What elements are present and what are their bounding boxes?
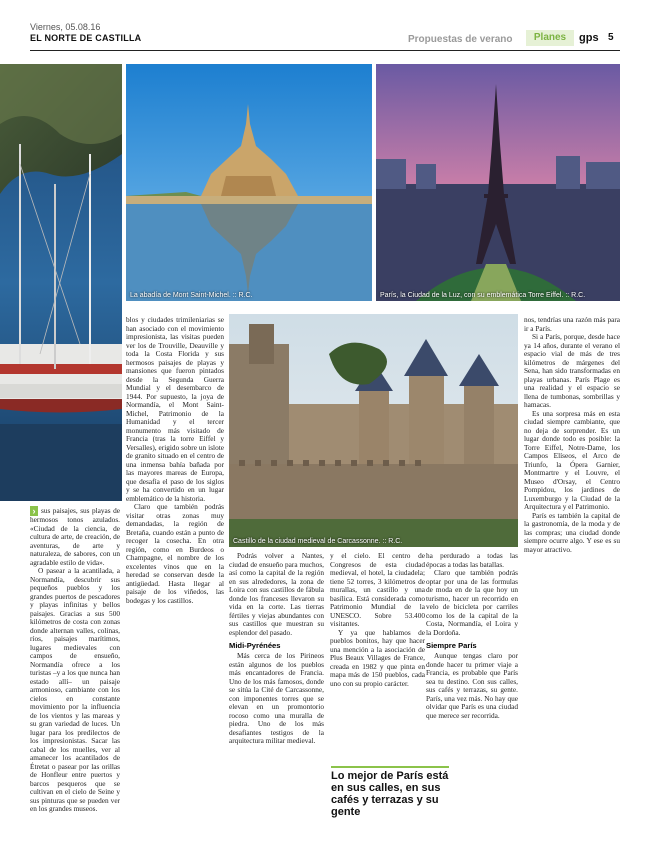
category-tag: Planes	[526, 30, 574, 46]
harbor-illustration	[0, 64, 122, 501]
article-column-2	[126, 316, 224, 846]
subheading-siempre-paris: Siempre París	[426, 641, 477, 650]
article-paragraph: Claro que también podrás visitar otras zonas muy demandadas, la región de Bretaña, cuando están a punto de recoger la cosecha. En otra región, como en Burdeos o Champagne, el nombre de los excelentes vinos que en la heredad se conservan desde la antigüedad. Hasta llegar al paisaje de los viñedos, las bodegas y los castillos.	[126, 502, 224, 605]
mont-caption: La abadía de Mont Saint-Michel. :: R.C.	[130, 292, 253, 299]
section-title: Propuestas de verano	[408, 34, 513, 45]
article-paragraph: nos, tendrías una razón más para ir a París.	[524, 316, 620, 333]
article-column-1	[30, 506, 120, 846]
pullquote: Lo mejor de París está en sus calles, en sus cafés y terrazas y su gente	[331, 770, 449, 818]
paris-illustration	[376, 64, 620, 301]
subheading-midi-pyrenees: Midi-Pyrénées	[229, 641, 281, 650]
page-header	[0, 0, 650, 56]
paris-caption: París, la Ciudad de la Luz, con su emblemática Torre Eiffel. :: R.C.	[380, 292, 586, 299]
article-paragraph: y el cielo. El centro de Congresos de esta ciudad medieval, el hotel, la ciudadela; tiene 52 torres, 3 kilómetros de murallas, un castillo y una basílica. Está considerada como Patrimonio Mundial de la UNESCO. Sobre 53.400 visitantes.	[330, 552, 425, 628]
issue-date: Viernes, 05.08.16	[30, 22, 101, 32]
article-paragraph: Más cerca de los Pirineos están algunos de los pueblos más encantadores de Francia. Uno de los más famosos, donde se sitúa la Cité de Carcassonne, con imponentes torres que se elevan en un promontorio rocoso como una muralla de piedra. Uno de los más desafiantes testigos de la arquitectura militar medieval.	[229, 651, 324, 745]
mont-saint-michel-illustration	[126, 64, 372, 301]
article-paragraph: Es una sorpresa más en esta ciudad siempre cambiante, que no deja de sorprender. Es un lugar donde todo es posible: la Torre Eiffel, Notre-Dame, los Campos Elíseos, el Arco de Triunfo, la Ópera Garnier, Montmartre y el Louvre, el Museo d'Orsay, el Centro Pompidou, los jardines de Luxemburgo y la Ciudad de la Arquitectura y el Patrimonio.	[524, 408, 620, 511]
article-paragraph: blos y ciudades trimileniarias se han asociado con el movimiento impresionista, las visitas pueden ver los de Trouville, Deauville y toda la Costa Florida y sus hermosos paisajes de playas y mansiones que fueron pintados desde la Segunda Guerra Mundial y el desembarco de 1944. Por supuesto, la joya de Normandía, el Mont Saint-Michel, Patrimonio de la Humanidad y el tercer monumento más visitado de Francia (tras la torre Eiffel y Versalles), erigido sobre un islote de granito situado en el centro de una inmensa bahía bañada por las mayores mareas de Europa, que desafía el paso de los siglos y se ha convertido en un lugar emblemático de la historia.	[126, 316, 224, 503]
article-paragraph: Y ya que hablamos de pueblos bonitos, hay que hacer una mención a la asociación de Plus Beaux Villages de France, creada en 1982 y que pinta en mapa más de 150 pueblos, cada uno con su propio carácter.	[330, 627, 425, 688]
carcassonne-caption: Castillo de la ciudad medieval de Carcassonne. :: R.C.	[233, 538, 403, 545]
mont-saint-michel-photo	[126, 64, 372, 301]
paris-eiffel-photo	[376, 64, 620, 301]
article-paragraph: París es también la capital de la gastronomía, de la moda y de las compras; una ciudad donde siempre ocurre algo. Y ese es su mayor atractivo.	[524, 510, 620, 554]
article-paragraph: Podrás volver a Nantes, ciudad de ensueño para muchos, así como la capital de la región en sus alrededores, la zona de Loira con sus castillos de fábula donde los franceses llevaron su vida en la corte. Las tierras fértiles y viejas abundantes con sus castillos que muestran su esplendor del pasado.	[229, 552, 324, 637]
article-paragraph: Si a París, porque, desde hace ya 14 años, durante el verano el espacio vial de más de tres kilómetros de márgenes del Sena, han sido transformadas en playas urbanas. París Plage es una realidad y el espacio se llena de tumbonas, sombrillas y hamacas.	[524, 332, 620, 409]
article-paragraph: Claro que también podrás optar por una de las formulas de moda en de la que hoy un turismo, hacer un recorrido en velo de bicicleta por carriles como los de la capital de la Costa, Normandía, el Loira y la Dordoña.	[426, 568, 518, 637]
article-lead: sus paisajes, sus playas de hermosos tonos azulados. «Ciudad de la ciencia, de cultura de arte, de creación, de aventuras, de arte y naturaleza, de sabores, con un agradable estilo de vida».	[30, 506, 120, 567]
article-column-4	[330, 552, 425, 757]
article-paragraph: Aunque tengas claro por donde hacer tu primer viaje a Francia, es probable que París sea tu destino. Con sus calles, sus cafés y terrazas, su gente. París, una vez más. No hay que olvidar que París es una ciudad que merece ser recorrida.	[426, 651, 518, 720]
article-column-6	[524, 316, 620, 846]
harbor-photo	[0, 64, 122, 501]
article-column-5	[426, 552, 518, 846]
header-rule	[30, 50, 620, 51]
carcassonne-illustration	[229, 314, 518, 547]
carcassonne-photo	[229, 314, 518, 547]
gps-logo: gps	[579, 32, 599, 44]
lead-arrow-icon: ›	[30, 506, 38, 516]
article-paragraph: ha perdurado a todas las épocas a todas las batallas.	[426, 552, 518, 569]
publication-name: EL NORTE DE CASTILLA	[30, 33, 142, 43]
article-column-3	[229, 552, 324, 846]
page-number: 5	[608, 32, 614, 43]
article-paragraph: O pasear a la acantilada, a Normandía, descubrir sus pequeños pueblos y los grandes puertos de pescadores y playas infinitas y bellos paisajes. Gracias a sus 500 kilómetros de costa con zonas donde alternan valles, colinas, ríos, paisajes marítimos, lugares medievales con campos de ensueño, Normandía ofrece a los turistas –y a los que nunca han estado allí– un paisaje armonioso, cambiante con los cielos en constante movimiento por la influencia de los vientos y las mareas y su gran variedad de luces. Un lugar para los predilectos de los impresionistas. Sacar las cabal de los muelles, ver al amanecer los acantilados de Étretat o pasear por las orillas de Honfleur entre puertos y barcos pesqueros que se cultivan en el cielo de Seine y sus pinturas que se pueden ver en los grandes museos.	[30, 566, 120, 813]
